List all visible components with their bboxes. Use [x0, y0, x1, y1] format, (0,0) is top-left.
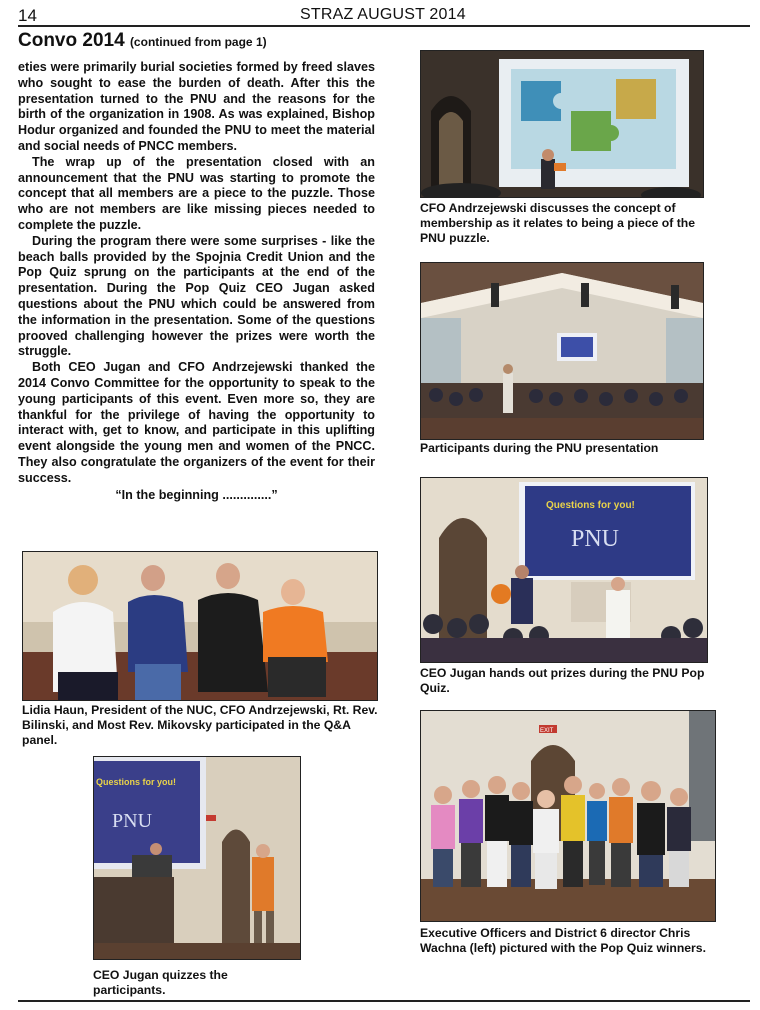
photo-prizes: [420, 477, 708, 663]
caption-winners: Executive Officers and District 6 director Chris Wachna (left) pictured with the Pop Quiz winners.: [420, 926, 706, 955]
caption-cfo-puzzle: CFO Andrzejewski discusses the concept of membership as it relates to being a piece of the PNU puzzle.: [420, 201, 695, 245]
photo-winners: [420, 710, 716, 922]
quiz-screen-pnu: PNU: [112, 810, 153, 832]
caption-panel: Lidia Haun, President of the NUC, CFO Andrzejewski, Rt. Rev. Bilinski, and Most Rev. Mikovsky participated in the Q&A panel.: [22, 703, 378, 747]
page-number: 14: [18, 6, 37, 25]
photo-hall: [420, 262, 704, 440]
continued-note: (continued from page 1): [129, 35, 267, 49]
publication-header: STRAZ AUGUST 2014: [300, 6, 466, 23]
paragraph-2: The wrap up of the presentation closed with an announcement that the PNU was starting to promote the concept that all members are a piece to the puzzle. Those who are not members are like missing pieces needed to complete the puzzle.: [18, 154, 375, 232]
article-body: [18, 60, 375, 503]
caption-prizes: CEO Jugan hands out prizes during the PNU Pop Quiz.: [420, 666, 705, 695]
paragraph-4: Both CEO Jugan and CFO Andrzejewski thanked the 2014 Convo Committee for the opportunity to speak to the young participants of this event. Even more so, they are thankful for the privilege of having the opportunity to interact with, get to know, and participate in this uplifting event alongside the young men and women of the PNCC. They also congratulate the organizers of the event for their success.: [18, 360, 375, 485]
article-title: [18, 30, 267, 52]
header-rule: [18, 25, 750, 27]
prizes-screen-title: Questions for you!: [546, 500, 635, 511]
prizes-screen-pnu: PNU: [571, 526, 620, 552]
exit-sign: EXIT: [540, 728, 554, 734]
caption-quiz: CEO Jugan quizzes the participants.: [93, 968, 228, 997]
photo-quiz: [93, 756, 301, 960]
paragraph-1: eties were primarily burial societies formed by freed slaves who sought to ease the burden of death. After this the presentation turned to the PNU and the reasons for the birth of the organization in 1908. As was explained, Bishop Hodur organized and founded the PNU to meet the material and social needs of PNCC members.: [18, 60, 375, 153]
quiz-screen-title: Questions for you!: [96, 777, 177, 787]
footer-rule: [18, 1000, 750, 1002]
title-text: Convo 2014: [18, 30, 125, 51]
paragraph-3: During the program there were some surprises - like the beach balls provided by the Spojnia Credit Union and the Pop Quiz sprung on the participants at the end of the presentation. During the Pop Quiz CEO Jugan asked questions about the PNU which could be answered from the information in the presentation. Some of the questions prooved challenging however the prizes were worth the struggle.: [18, 233, 375, 359]
closing-line: “In the beginning ..............”: [115, 487, 278, 502]
photo-panel: [22, 551, 378, 701]
photo-cfo-puzzle: [420, 50, 704, 198]
caption-hall: Participants during the PNU presentation: [420, 441, 659, 455]
